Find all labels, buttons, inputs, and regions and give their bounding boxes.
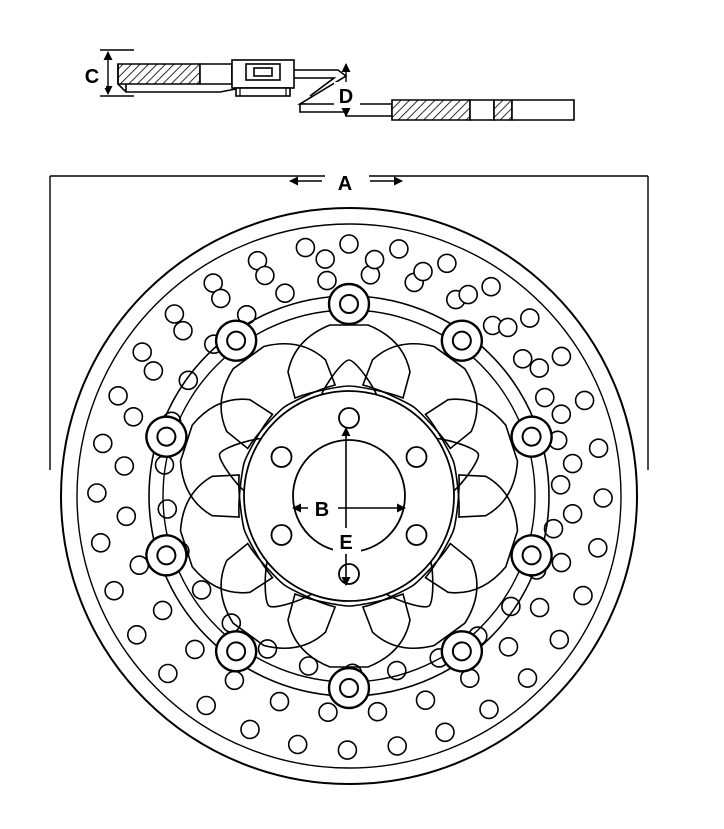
front-view [50,168,648,784]
dimension-label-b: B [314,499,330,521]
dimension-label-d: D [338,86,354,108]
dimension-label-e: E [339,532,353,554]
dimension-a [290,168,402,195]
dimension-label-c: C [84,66,100,88]
dimension-label-a: A [337,173,353,195]
section-hub [232,60,294,96]
section-right-ring [392,100,574,120]
